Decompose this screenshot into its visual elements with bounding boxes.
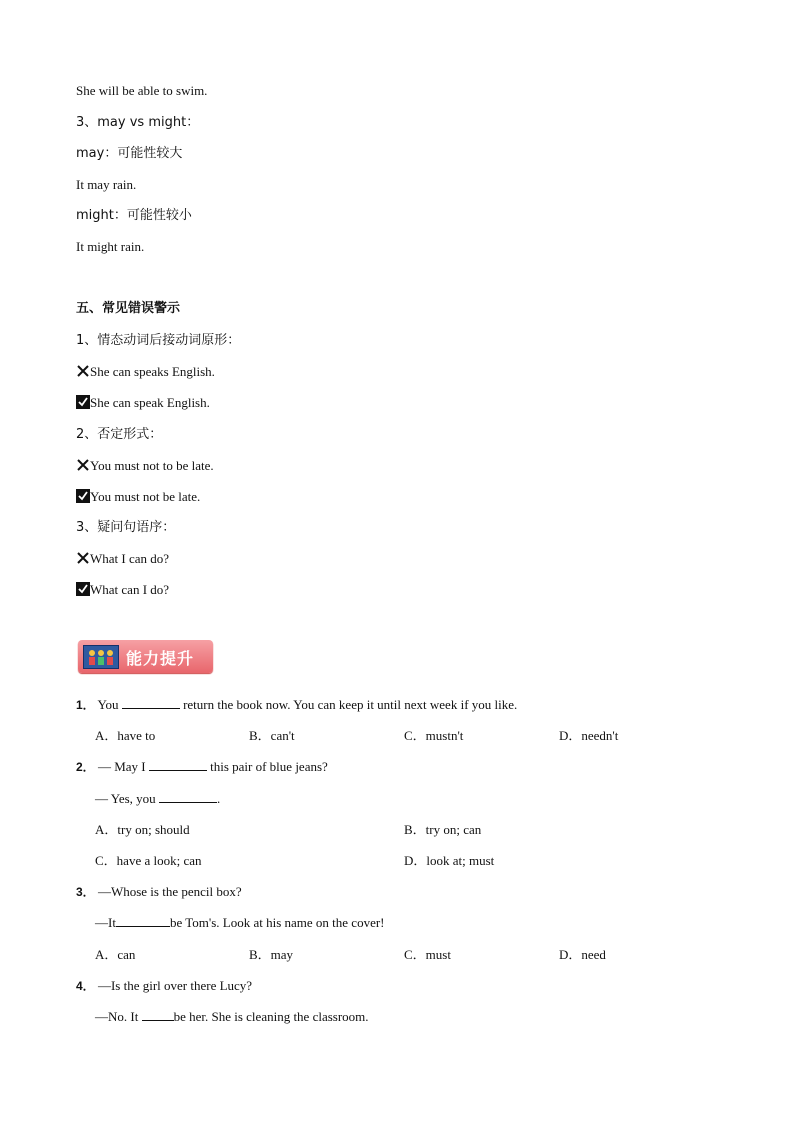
option-d[interactable]: D．needn't bbox=[559, 728, 619, 743]
wrong-example bbox=[76, 550, 169, 568]
might-definition: might：可能性较小 bbox=[76, 208, 192, 223]
question-number: 3． bbox=[76, 885, 95, 899]
checkbox-checked-icon bbox=[76, 489, 90, 503]
wrong-example bbox=[76, 457, 214, 475]
wrong-sentence: She can speaks English. bbox=[90, 364, 215, 379]
question-3-response bbox=[95, 914, 385, 932]
option-b[interactable]: B．try on; can bbox=[404, 822, 482, 837]
question-stem-after: this pair of blue jeans? bbox=[206, 759, 328, 774]
response-after: . bbox=[216, 791, 221, 806]
wrong-sentence: What I can do? bbox=[90, 551, 170, 566]
section-title: 五、常见错误警示 bbox=[76, 301, 181, 316]
error-heading: 1、情态动词后接动词原形： bbox=[76, 333, 241, 348]
question-stem: —Is the girl over there Lucy? bbox=[97, 978, 253, 993]
question-number: 2． bbox=[76, 760, 95, 774]
answer-blank[interactable] bbox=[122, 696, 180, 709]
option-c[interactable]: C．mustn't bbox=[404, 728, 464, 743]
question-4 bbox=[76, 977, 252, 995]
option-c[interactable]: C．have a look; can bbox=[95, 853, 202, 868]
question-number: 1． bbox=[76, 698, 95, 712]
option-a[interactable]: A．try on; should bbox=[95, 822, 190, 837]
question-3 bbox=[76, 883, 242, 901]
option-d[interactable]: D．look at; must bbox=[404, 853, 495, 868]
question-1 bbox=[76, 696, 517, 714]
wrong-sentence: You must not to be late. bbox=[90, 458, 214, 473]
right-sentence: What can I do? bbox=[90, 582, 170, 597]
banner-label: 能力提升 bbox=[126, 649, 195, 668]
cross-icon bbox=[76, 458, 90, 472]
right-sentence: She can speak English. bbox=[90, 395, 210, 410]
right-example bbox=[76, 394, 210, 412]
option-d[interactable]: D．need bbox=[559, 947, 606, 962]
answer-blank[interactable] bbox=[116, 914, 170, 927]
question-stem: —Whose is the pencil box? bbox=[97, 884, 242, 899]
may-example: It may rain. bbox=[76, 177, 137, 192]
option-b[interactable]: B．can't bbox=[249, 728, 295, 743]
response-before: —No. It bbox=[95, 1009, 142, 1024]
response-after: be her. She is cleaning the classroom. bbox=[173, 1009, 369, 1024]
error-heading: 2、否定形式： bbox=[76, 427, 163, 442]
cross-icon bbox=[76, 551, 90, 565]
right-sentence: You must not be late. bbox=[90, 489, 201, 504]
question-stem-before: You bbox=[97, 697, 122, 712]
question-2-response bbox=[95, 790, 220, 808]
people-icon bbox=[83, 645, 119, 669]
question-number: 4． bbox=[76, 979, 95, 993]
option-c[interactable]: C．must bbox=[404, 947, 451, 962]
answer-blank[interactable] bbox=[149, 758, 207, 771]
question-stem-after: return the book now. You can keep it until next week if you like. bbox=[179, 697, 518, 712]
might-example: It might rain. bbox=[76, 239, 145, 254]
option-a[interactable]: A．can bbox=[95, 947, 136, 962]
answer-blank[interactable] bbox=[142, 1008, 174, 1021]
may-definition: may：可能性较大 bbox=[76, 146, 183, 161]
cross-icon bbox=[76, 364, 90, 378]
response-before: —It bbox=[95, 915, 116, 930]
option-b[interactable]: B．may bbox=[249, 947, 294, 962]
right-example bbox=[76, 488, 200, 506]
question-stem-before: — May I bbox=[97, 759, 149, 774]
right-example bbox=[76, 581, 169, 599]
section-banner bbox=[78, 640, 213, 673]
checkbox-checked-icon bbox=[76, 395, 90, 409]
question-2 bbox=[76, 758, 328, 776]
response-before: — Yes, you bbox=[95, 791, 159, 806]
checkbox-checked-icon bbox=[76, 582, 90, 596]
subheading-may-vs-might: 3、may vs might： bbox=[76, 115, 200, 130]
wrong-example bbox=[76, 363, 215, 381]
question-4-response bbox=[95, 1008, 369, 1026]
response-after: be Tom's. Look at his name on the cover! bbox=[169, 915, 385, 930]
answer-blank[interactable] bbox=[159, 790, 217, 803]
option-a[interactable]: A．have to bbox=[95, 728, 156, 743]
example-sentence: She will be able to swim. bbox=[76, 83, 208, 98]
error-heading: 3、疑问句语序： bbox=[76, 520, 176, 535]
